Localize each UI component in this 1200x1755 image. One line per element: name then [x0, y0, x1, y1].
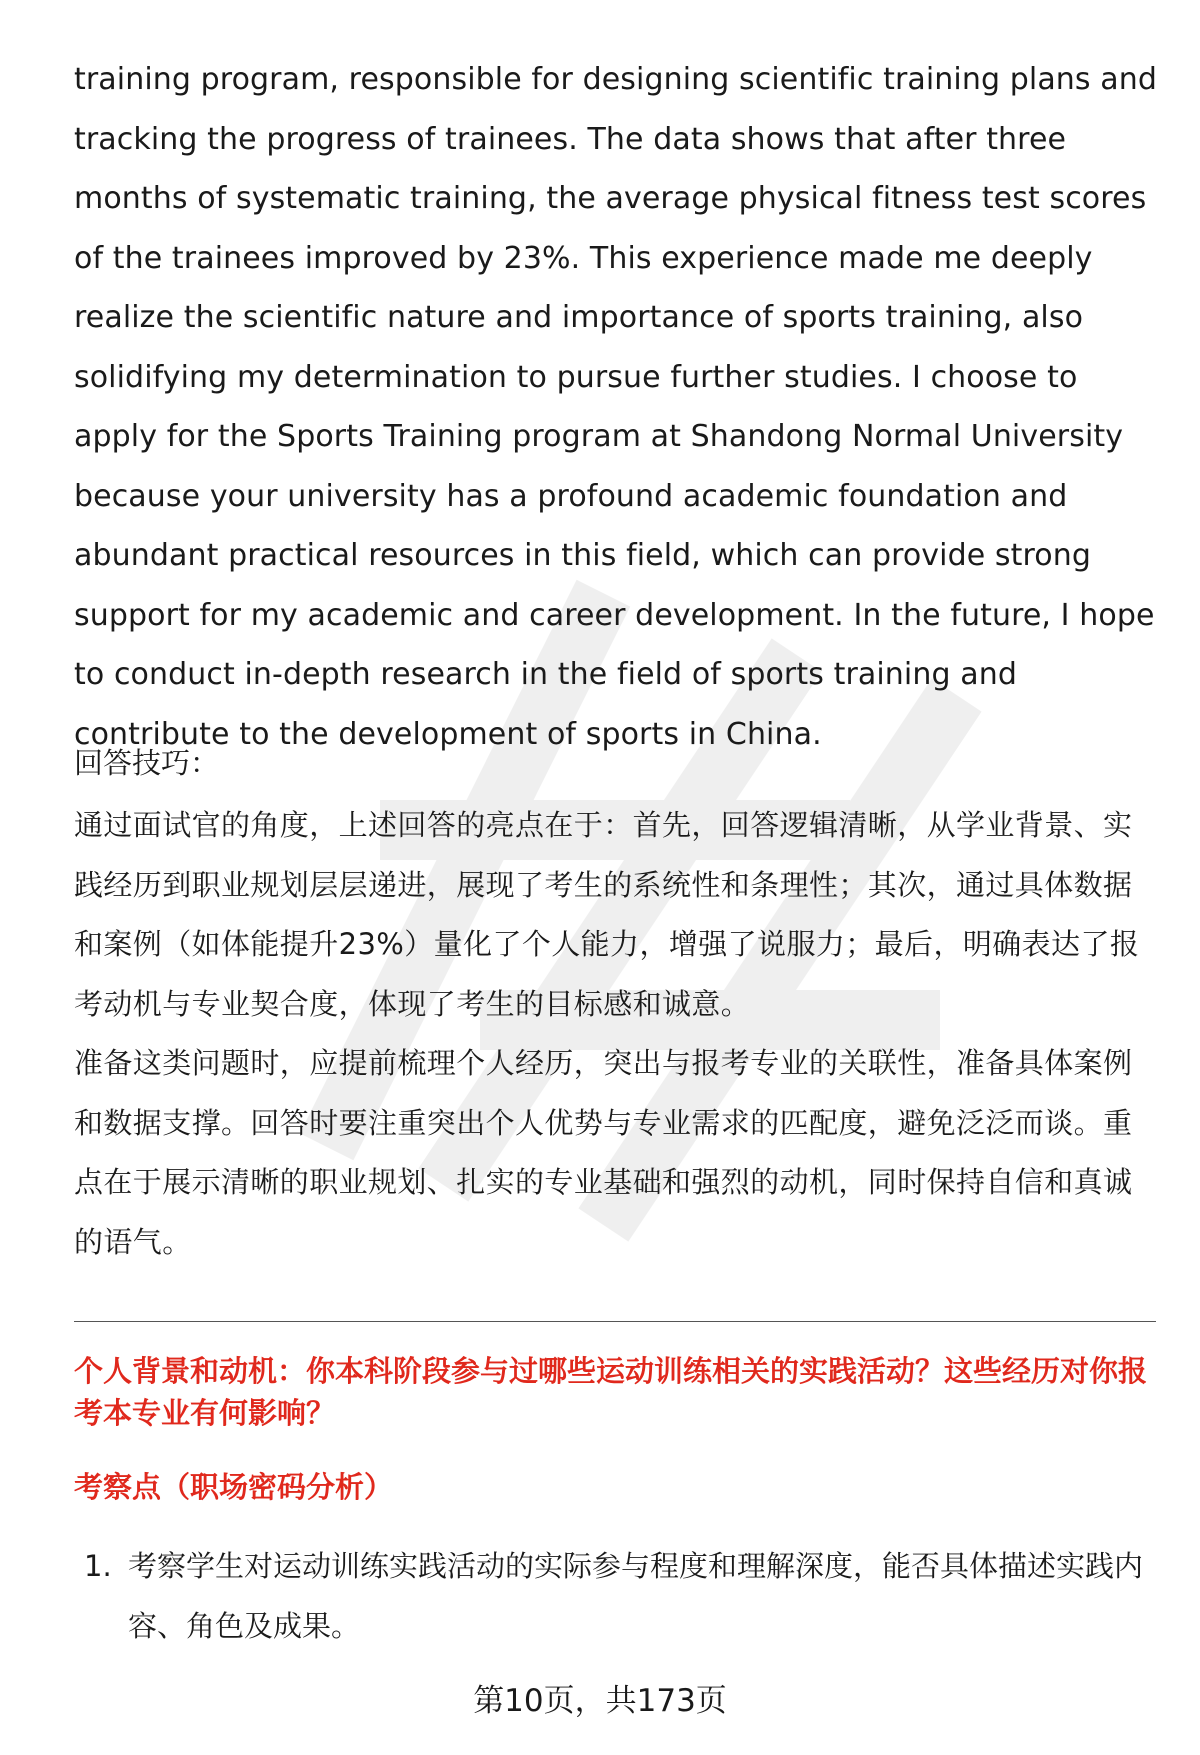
question-heading: 个人背景和动机：你本科阶段参与过哪些运动训练相关的实践活动？这些经历对你报考本专业有何影响？ — [74, 1354, 1148, 1430]
answer-tips-paragraph-2: 准备这类问题时，应提前梳理个人经历，突出与报考专业的关联性，准备具体案例和数据支撑。回答时要注重突出个人优势与专业需求的匹配度，避免泛泛而谈。重点在于展示清晰的职业规划、扎实的专业基础和强烈的动机，同时保持自信和真诚的语气。 — [74, 1046, 1133, 1259]
answer-tips-paragraph-1: 通过面试官的角度，上述回答的亮点在于：首先，回答逻辑清晰，从学业背景、实践经历到职业规划层层递进，展现了考生的系统性和条理性；其次，通过具体数据和案例（如体能提升23%）量化了个人能力，增强了说服力；最后，明确表达了报考动机与专业契合度，体现了考生的目标感和诚意。 — [74, 808, 1140, 1021]
answer-paragraph: training program, responsible for designing scientific training plans and tracking the progress of trainees. The data shows that after three months of systematic training, the average physical fitness test scores of the trainees improved by 23%. This experience made me deeply realize the scientific nature and importance of sports training, also solidifying my determination to pursue further studies. I choose to apply for the Sports Training program at Shandong Normal University because your university has a profound academic foundation and abundant practical resources in this field, which can provide strong support for my academic and career development. In the future, I hope to conduct in-depth research in the field of sports training and contribute to the development of sports in China. — [74, 62, 1158, 752]
assessment-points-title: 考察点（职场密码分析） — [74, 1470, 394, 1504]
list-item-text: 考察学生对运动训练实践活动的实际参与程度和理解深度，能否具体描述实践内容、角色及成果。 — [128, 1549, 1144, 1643]
page-number-footer: 第10页，共173页 — [473, 1683, 727, 1719]
assessment-points-list — [74, 1537, 1156, 1656]
list-item-number: 1. — [84, 1549, 112, 1583]
list-item — [74, 1537, 1156, 1656]
section-divider — [74, 1321, 1156, 1322]
answer-tips-label: 回答技巧： — [74, 746, 220, 780]
